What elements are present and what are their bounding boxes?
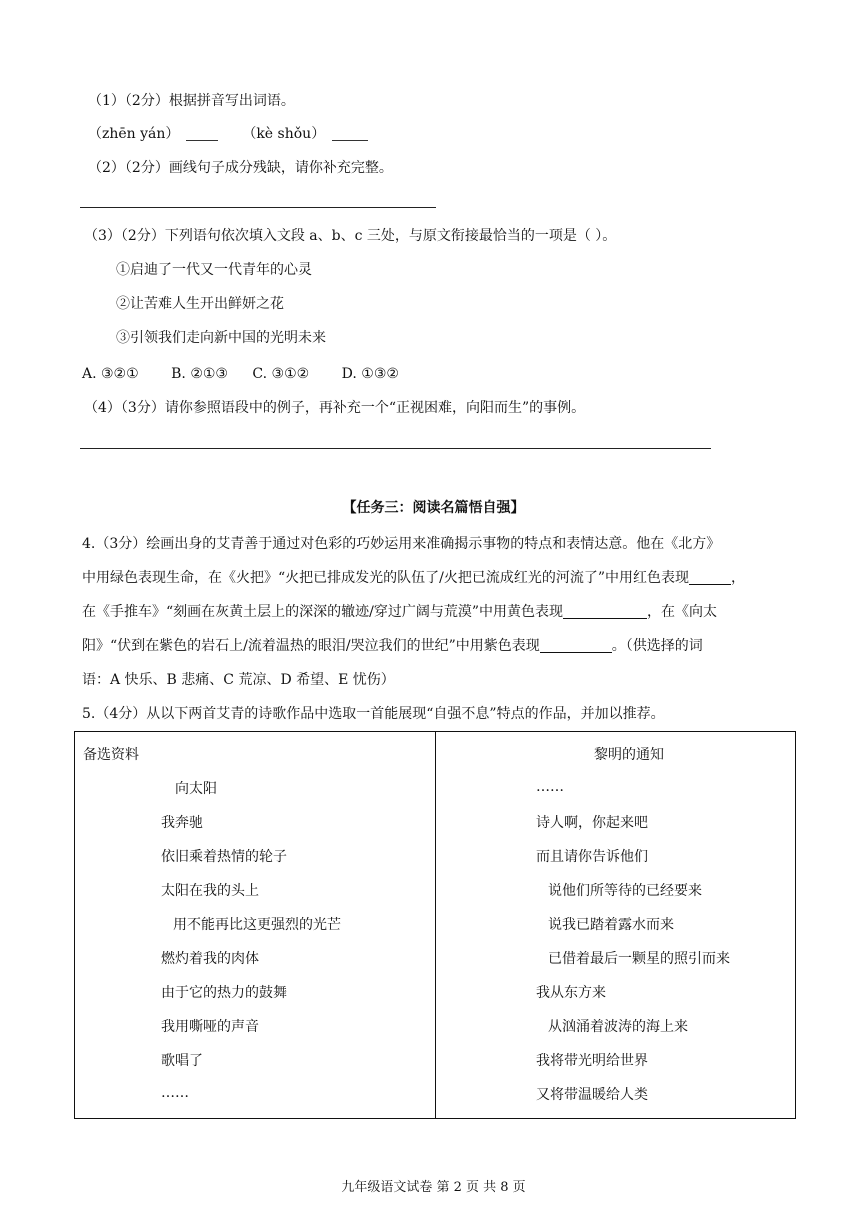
q3-sub2: （2）（2分）画线句子成分残缺，请你补充完整。 (88, 160, 393, 176)
pinyin-1: （zhēn yán） (88, 126, 180, 142)
answer-blank-2[interactable] (332, 126, 368, 141)
q3-sub3: （3）（2分）下列语句依次填入文段 a、b、c 三处，与原文衔接最恰当的一项是（ ）。 (84, 228, 617, 244)
answer-line-sub4[interactable] (80, 448, 711, 449)
poem-line: 说他们所等待的已经要来 (548, 883, 702, 899)
option-c: C. ③①② (252, 366, 310, 382)
answer-blank-yellow[interactable] (563, 604, 647, 619)
page-footer: 九年级语文试卷 第 2 页 共 8 页 (341, 1180, 526, 1195)
option-a: A. ③②① (82, 366, 139, 382)
poem-cell-left (75, 732, 436, 1119)
answer-line-sub2[interactable] (80, 207, 436, 208)
q3-pinyin-row (88, 124, 368, 144)
poem-line: …… (161, 1085, 189, 1101)
poem-line: 依旧乘着热情的轮子 (161, 849, 287, 865)
material-header: 备选资料 (83, 747, 139, 763)
poem-line: 我从东方来 (536, 985, 606, 1001)
q3-item-3: ③引领我们走向新中国的光明未来 (116, 330, 326, 346)
poem-table (74, 731, 796, 1119)
poem-line: 又将带温暖给人类 (536, 1087, 648, 1103)
poem-line: 说我已踏着露水而来 (548, 917, 674, 933)
poem-title-left: 向太阳 (175, 781, 217, 797)
poem-line: 用不能再比这更强烈的光芒 (173, 917, 341, 933)
pinyin-2: （kè shǒu） (242, 126, 326, 142)
q3-sub1: （1）（2分）根据拼音写出词语。 (88, 93, 295, 109)
poem-line: 诗人啊，你起来吧 (536, 815, 648, 831)
q4-line-1: 4.（3分）绘画出身的艾青善于通过对色彩的巧妙运用来准确揭示事物的特点和表情达意。他在《北方》 (82, 536, 721, 552)
poem-line: 由于它的热力的鼓舞 (161, 985, 287, 1001)
q4-line-4: 阳》“伏到在紫色的岩石上/流着温热的眼泪/哭泣我们的世纪”中用紫色表现 。（供选择的词 (82, 638, 703, 654)
q3-options (82, 364, 399, 384)
poem-line: 我将带光明给世界 (536, 1053, 648, 1069)
answer-blank-1[interactable] (186, 126, 218, 141)
poem-line: 从汹涌着波涛的海上来 (548, 1019, 688, 1035)
section-title: 【任务三：阅读名篇悟自强】 (342, 500, 525, 516)
poem-line: …… (536, 779, 564, 795)
q4-line-5: 语：A 快乐、B 悲痛、C 荒凉、D 希望、E 忧伤） (82, 672, 395, 688)
answer-blank-purple[interactable] (540, 638, 612, 653)
q5-prompt: 5.（4分）从以下两首艾青的诗歌作品中选取一首能展现“自强不息”特点的作品，并加以推荐。 (82, 706, 665, 722)
poem-line: 歌唱了 (161, 1053, 203, 1069)
poem-cell-right (436, 732, 796, 1119)
poem-line: 我用嘶哑的声音 (161, 1019, 259, 1035)
poem-line: 已借着最后一颗星的照引而来 (548, 951, 730, 967)
poem-line: 燃灼着我的肉体 (161, 951, 259, 967)
answer-blank-red[interactable] (689, 570, 731, 585)
option-b: B. ②①③ (171, 366, 228, 382)
q3-item-2: ②让苦难人生开出鲜妍之花 (116, 296, 284, 312)
q4-line-2: 中用绿色表现生命，在《火把》“火把已排成发光的队伍了/火把已流成红光的河流了”中用红色表现 ， (82, 570, 746, 586)
poem-line: 我奔驰 (161, 815, 203, 831)
q3-sub4: （4）（3分）请你参照语段中的例子，再补充一个“正视困难，向阳而生”的事例。 (84, 400, 586, 416)
q3-item-1: ①启迪了一代又一代青年的心灵 (116, 262, 312, 278)
poem-title-right: 黎明的通知 (594, 747, 664, 763)
poem-line: 而且请你告诉他们 (536, 849, 648, 865)
poem-line: 太阳在我的头上 (161, 883, 259, 899)
q4-line-3: 在《手推车》“刻画在灰黄土层上的深深的辙迹/穿过广阔与荒漠”中用黄色表现 ，在《向太 (82, 604, 718, 620)
option-d: D. ①③② (341, 366, 399, 382)
